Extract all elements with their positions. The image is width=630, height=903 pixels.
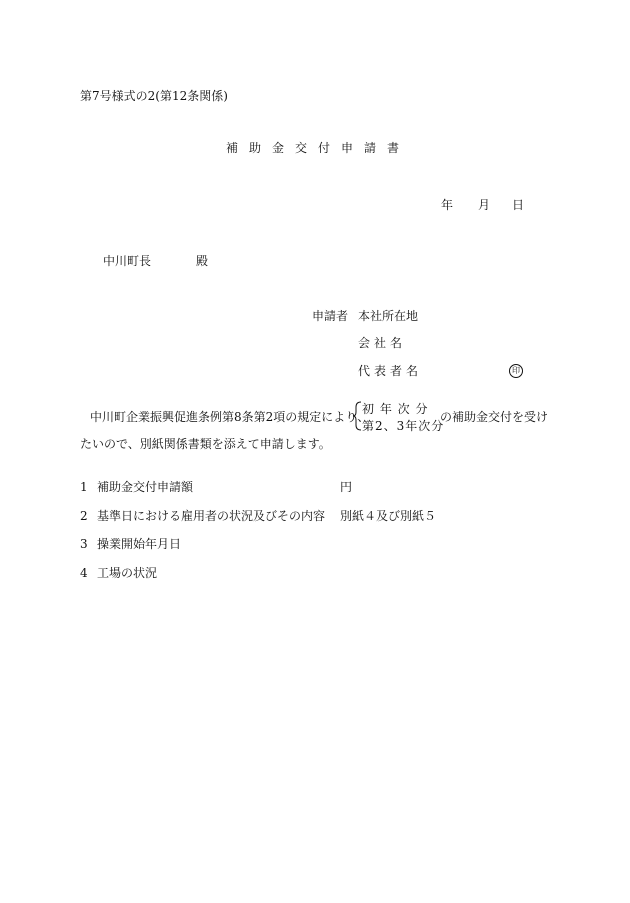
item-2-number: 2 — [80, 509, 88, 523]
company-label: 会社名 — [358, 336, 407, 350]
item-2-label: 基準日における雇用者の状況及びその内容 — [97, 509, 326, 523]
honorific: 殿 — [196, 254, 209, 268]
representative-label: 代表者名 — [358, 364, 423, 378]
body-line1-suffix: の補助金交付を受け — [440, 410, 549, 424]
item-1-value: 円 — [340, 480, 353, 494]
address-label: 本社所在地 — [358, 309, 419, 323]
option-second-third-year: 第2、3年次分 — [362, 419, 445, 433]
item-1-label: 補助金交付申請額 — [97, 480, 194, 494]
item-1-number: 1 — [80, 480, 88, 494]
document-title: 補助金交付申請書 — [225, 141, 410, 155]
form-number: 第7号様式の2(第12条関係) — [80, 89, 228, 103]
item-3-label: 操業開始年月日 — [97, 537, 182, 551]
item-4-label: 工場の状況 — [97, 566, 158, 580]
applicant-label: 申請者 — [312, 309, 349, 323]
option-first-year: 初 年 次 分 — [362, 402, 429, 416]
item-3-number: 3 — [80, 537, 88, 551]
date-year-label: 年 — [441, 198, 454, 212]
seal-icon: 印 — [509, 364, 523, 378]
date-month-label: 月 — [478, 198, 491, 212]
brace-icon — [352, 401, 362, 431]
body-line1-prefix: 中川町企業振興促進条例第8条第2項の規定により、 — [90, 410, 370, 424]
item-2-value: 別紙４及び別紙５ — [340, 509, 437, 523]
addressee: 中川町長 — [103, 254, 152, 268]
body-line2: たいので、別紙関係書類を添えて申請します。 — [80, 437, 331, 451]
item-4-number: 4 — [80, 566, 88, 580]
date-day-label: 日 — [512, 198, 525, 212]
